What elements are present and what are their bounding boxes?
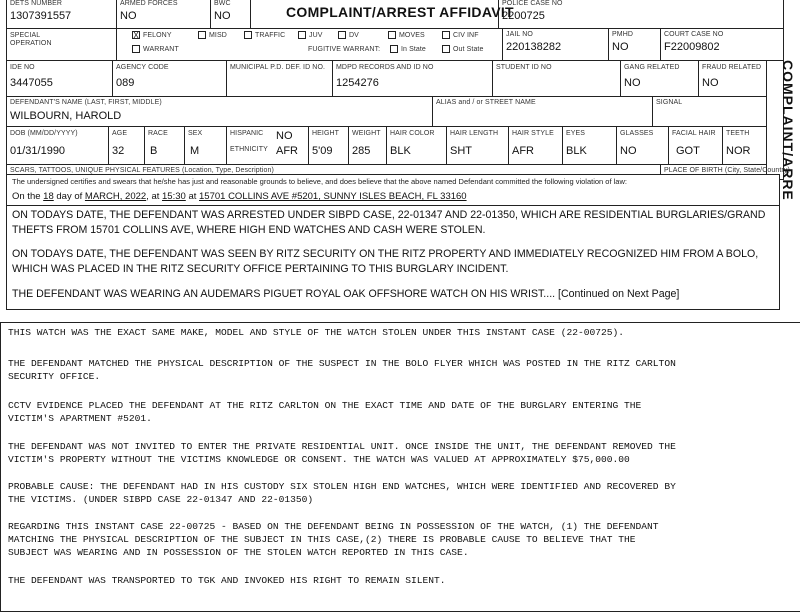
defendant-name-label: DEFENDANT'S NAME (LAST, FIRST, MIDDLE) (10, 99, 162, 106)
race-label: RACE (148, 130, 168, 137)
age: 32 (112, 145, 125, 157)
dob: 01/31/1990 (10, 145, 66, 157)
out-state-label: Out State (453, 46, 484, 53)
felony-checkbox[interactable]: X (133, 31, 139, 40)
traffic-checkbox[interactable] (244, 31, 252, 39)
bwc-label: BWC (214, 0, 231, 7)
incident-day: 18 (43, 191, 54, 202)
glasses-label: GLASSES (620, 130, 654, 137)
special-operation-label-1: SPECIAL (10, 32, 41, 39)
day-of-label: day of (56, 191, 83, 202)
at-location-label: at (188, 191, 197, 202)
traffic-label: TRAFFIC (255, 32, 286, 39)
continuation-paragraph-2: THE DEFENDANT MATCHED THE PHYSICAL DESCRIPTION OF THE SUSPECT IN THE BOLO FLYER WHICH WAS POSTED IN THE RITZ CARLTON SECURITY OFFICE. (8, 358, 676, 382)
teeth-label: TEETH (726, 130, 750, 137)
weight-label: WEIGHT (352, 130, 381, 137)
ide-label: IDE NO (10, 64, 35, 71)
bwc: NO (214, 10, 231, 22)
mdpd: 1254276 (336, 77, 379, 89)
fraud-label: FRAUD RELATED (702, 64, 762, 71)
on-the-label: On the (12, 191, 41, 202)
agency: 089 (116, 77, 135, 89)
gang: NO (624, 77, 641, 89)
pmhd: NO (612, 41, 629, 53)
incident-location: 15701 COLLINS AVE #5201, SUNNY ISLES BEACH, FL 33160 (199, 191, 467, 202)
hair-color: BLK (390, 145, 411, 157)
narrative-paragraph-3-text: THE DEFENDANT WAS WEARING AN AUDEMARS PIGUET ROYAL OAK OFFSHORE WATCH ON HIS WRIST.... (12, 288, 556, 300)
juv-label: JUV (309, 32, 323, 39)
sex: M (190, 145, 200, 157)
fraud: NO (702, 77, 719, 89)
special-operation-label-2: OPERATION (10, 40, 52, 47)
felony-label: FELONY (143, 32, 172, 39)
continuation-paragraph-7: THE DEFENDANT WAS TRANSPORTED TO TGK AND INVOKED HIS RIGHT TO REMAIN SILENT. (8, 575, 446, 586)
height: 5'09 (312, 145, 333, 157)
hispanic-label: HISPANIC (230, 130, 264, 137)
scars-label: SCARS, TATTOOS, UNIQUE PHYSICAL FEATURES (Location, Type, Description) (10, 167, 274, 174)
birthplace-label: PLACE OF BIRTH (City, State/Country) (664, 167, 790, 174)
municipal-label: MUNICIPAL P.D. DEF. ID NO. (230, 64, 326, 71)
eyes: BLK (566, 145, 587, 157)
dv-checkbox[interactable] (338, 31, 346, 39)
incident-time: 15:30 (162, 191, 186, 202)
police-case-label: POLICE CASE NO (502, 0, 563, 7)
court-case-label: COURT CASE NO (664, 31, 724, 38)
eyes-label: EYES (566, 130, 586, 137)
continuation-paragraph-6: REGARDING THIS INSTANT CASE 22-00725 - BASED ON THE DEFENDANT BEING IN POSSESSION OF THE WATCH, (1) THE DEFENDANT MATCHING THE PHYSICAL DESCRIPTION OF THE SUBJECT IN THIS CASE,(2) THERE IS PROBABLE CAUSE TO BELIEVE THAT THE SUBJECT WAS WEARING AND IN POSSESSION OF THE STOLEN WATCH REPORTED IN THIS CASE. (8, 521, 659, 558)
gang-label: GANG RELATED (624, 64, 680, 71)
misd-label: MISD (209, 32, 227, 39)
continuation-paragraph-3: CCTV EVIDENCE PLACED THE DEFENDANT AT THE RITZ CARLTON ON THE EXACT TIME AND DATE OF THE BURGLARY ENTERING THE VICTIM'S APARTMENT #5201. (8, 400, 642, 424)
incident-month-year: MARCH, 2022 (84, 191, 147, 202)
misd-checkbox[interactable] (198, 31, 206, 39)
jail-no: 220138282 (506, 41, 562, 53)
side-title: COMPLAINT/ARRE (780, 60, 796, 201)
hair-length-label: HAIR LENGTH (450, 130, 499, 137)
continued-note: [Continued on Next Page] (558, 288, 680, 300)
out-state-checkbox[interactable] (442, 45, 450, 53)
defendant-name: WILBOURN, HAROLD (10, 110, 122, 122)
warrant-label: WARRANT (143, 46, 179, 53)
sex-label: SEX (188, 130, 203, 137)
hair-length: SHT (450, 145, 472, 157)
ethnicity: AFR (276, 145, 298, 157)
dob-label: DOB (MM/DD/YYYY) (10, 130, 78, 137)
race: B (150, 145, 158, 157)
jail-no-label: JAIL NO (506, 31, 533, 38)
narrative-paragraph-2: ON TODAYS DATE, THE DEFENDANT WAS SEEN BY RITZ SECURITY ON THE RITZ PROPERTY AND IMMEDIATELY RECOGNIZED HIM FROM A BOLO, WHICH WAS PLACED IN THE RITZ SECURITY OFFICE PERTAINING TO THIS BURGLARY INCIDENT. (12, 248, 762, 275)
page-title: COMPLAINT/ARREST AFFIDAVIT (286, 4, 514, 20)
hair-style-label: HAIR STYLE (512, 130, 554, 137)
certification-text: The undersigned certifies and swears that he/she has just and reasonable grounds to believe, and does believe that the above named Defendant committed the following violation of law: (12, 177, 627, 186)
fugitive-warrant-label: FUGITIVE WARRANT: (308, 46, 381, 53)
armed-forces-label: ARMED FORCES (120, 0, 178, 7)
in-state-label: In State (401, 46, 426, 53)
court-case: F22009802 (664, 41, 720, 53)
signal-label: SIGNAL (656, 99, 683, 106)
civ-inf-checkbox[interactable] (442, 31, 450, 39)
police-case: 2200725 (502, 10, 545, 22)
hair-style: AFR (512, 145, 534, 157)
juv-checkbox[interactable] (298, 31, 306, 39)
teeth: NOR (726, 145, 751, 157)
continuation-paragraph-5: PROBABLE CAUSE: THE DEFENDANT HAD IN HIS CUSTODY SIX STOLEN HIGH END WATCHES, WHICH WERE IDENTIFIED AND RECOVERED BY THE VICTIMS. (UNDER SIBPD CASE 22-01347 AND 22-01350) (8, 481, 676, 505)
armed-forces: NO (120, 10, 137, 22)
moves-label: MOVES (399, 32, 425, 39)
alias-label: ALIAS and / or STREET NAME (436, 99, 536, 106)
age-label: AGE (112, 130, 128, 137)
student-label: STUDENT ID NO (496, 64, 552, 71)
hair-color-label: HAIR COLOR (390, 130, 435, 137)
agency-label: AGENCY CODE (116, 64, 169, 71)
ethnicity-label: ETHNICITY (230, 146, 268, 153)
dets-number: 1307391557 (10, 10, 72, 22)
in-state-checkbox[interactable] (390, 45, 398, 53)
ide: 3447055 (10, 77, 53, 89)
moves-checkbox[interactable] (388, 31, 396, 39)
glasses: NO (620, 145, 637, 157)
weight: 285 (352, 145, 371, 157)
dv-label: DV (349, 32, 359, 39)
narrative-paragraph-1: ON TODAYS DATE, THE DEFENDANT WAS ARRESTED UNDER SIBPD CASE, 22-01347 AND 22-01350, WHICH ARE RESIDENTIAL BURGLARIES/GRAND THEFTS FROM 15701 COLLINS AVE, WHERE HIGH END WATCHES AND CASH WERE STOLEN. (12, 209, 769, 236)
incident-line (12, 191, 467, 202)
continuation-paragraph-1: THIS WATCH WAS THE EXACT SAME MAKE, MODEL AND STYLE OF THE WATCH STOLEN UNDER THIS INSTANT CASE (22-00725). (8, 327, 625, 338)
hispanic: NO (276, 130, 293, 142)
dets-number-label: DETS NUMBER (10, 0, 63, 7)
warrant-checkbox[interactable] (132, 45, 140, 53)
facial-hair: GOT (676, 145, 700, 157)
continuation-paragraph-4: THE DEFENDANT WAS NOT INVITED TO ENTER THE PRIVATE RESIDENTIAL UNIT. ONCE INSIDE THE UNIT, THE DEFENDANT REMOVED THE VICTIM'S PROPERTY WITHOUT THE VICTIMS KNOWLEDGE OR CONSENT. THE WATCH WAS VALUED AT APPROXIMATELY $75,000.00 (8, 441, 676, 465)
narrative-paragraph-3 (12, 287, 776, 302)
facial-hair-label: FACIAL HAIR (672, 130, 716, 137)
height-label: HEIGHT (312, 130, 340, 137)
mdpd-label: MDPD RECORDS AND ID NO (336, 64, 434, 71)
pmhd-label: PMHD (612, 31, 634, 38)
civ-inf-label: CIV INF (453, 32, 479, 39)
at-label: , at (146, 191, 160, 202)
